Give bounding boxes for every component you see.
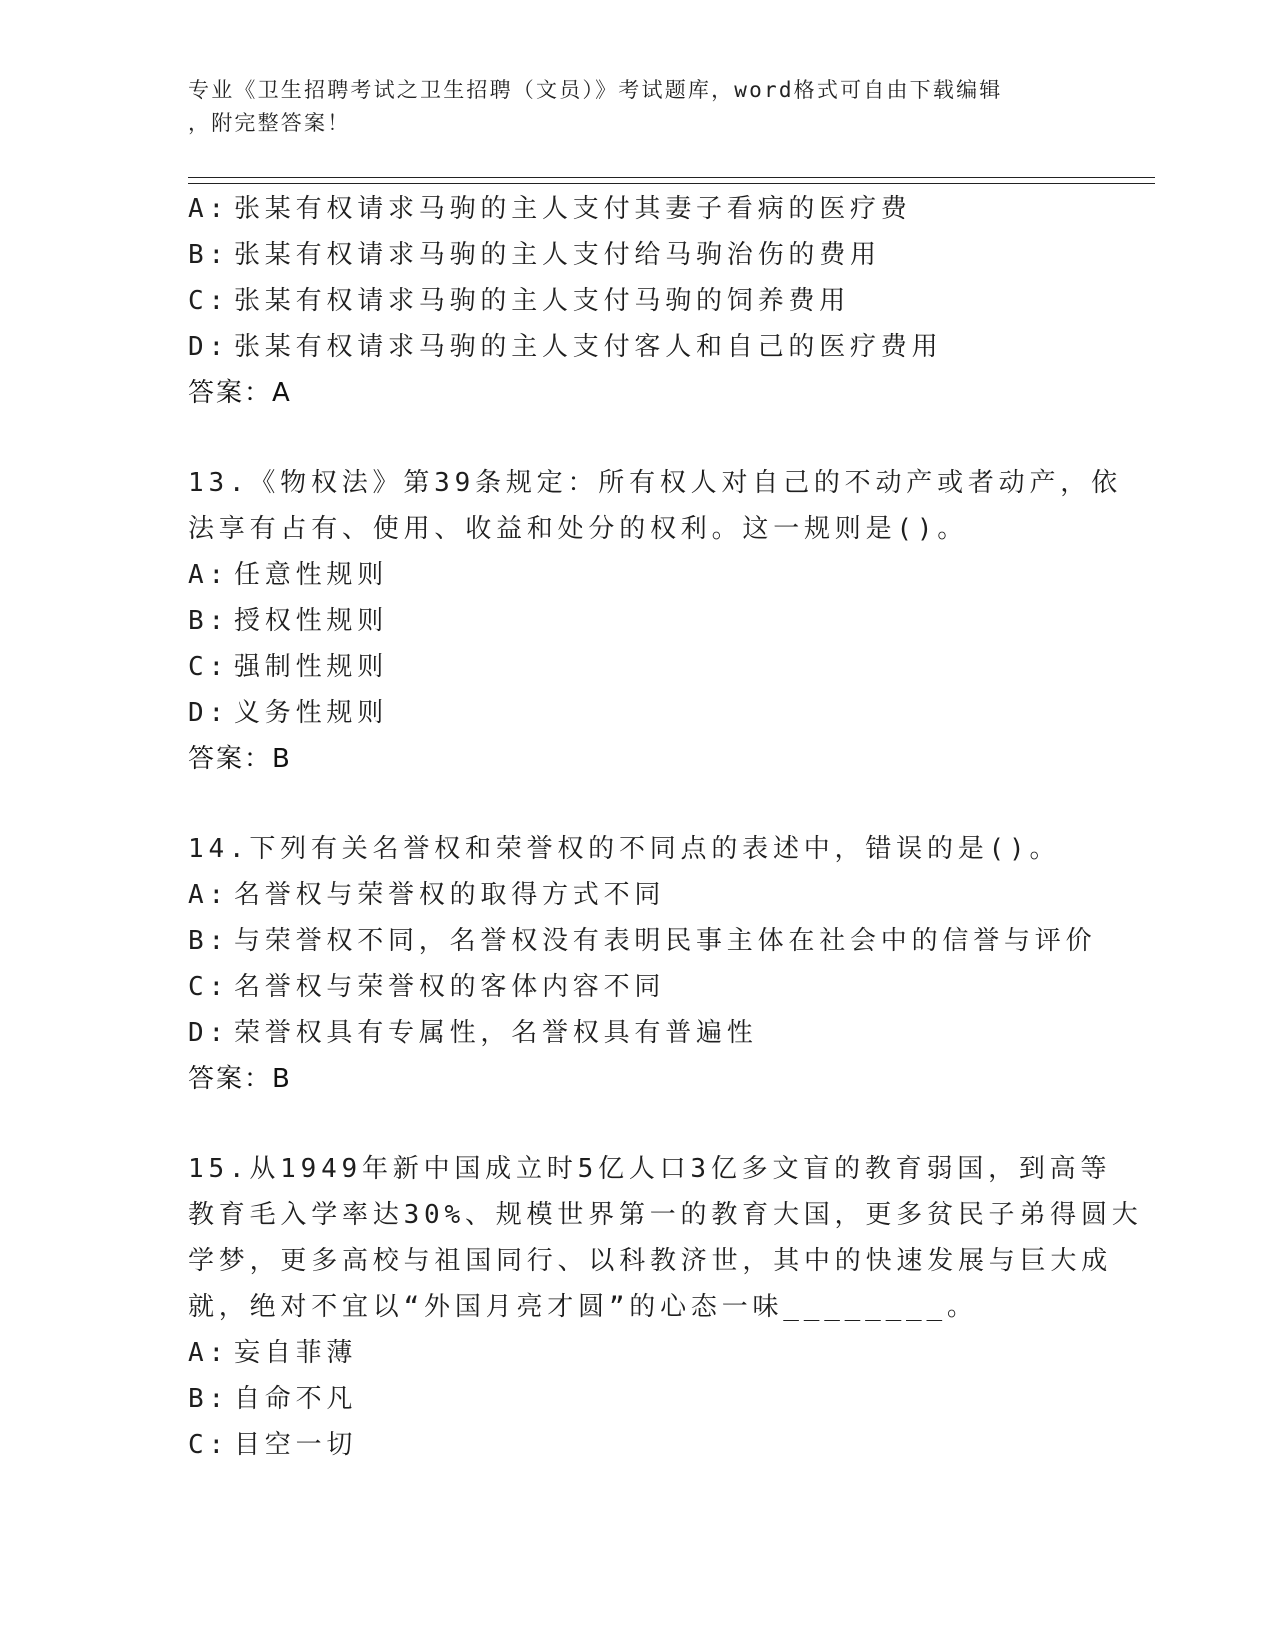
question-stem-line: 学梦，更多高校与祖国同行、以科教济世，其中的快速发展与巨大成 (188, 1246, 1113, 1276)
answer-line: 答案：A (188, 378, 292, 408)
question-12 (188, 186, 1108, 416)
answer-line: 答案：B (188, 744, 292, 774)
option-a: A: 名誉权与荣誉权的取得方式不同 (188, 880, 666, 910)
option-c: C: 张某有权请求马驹的主人支付马驹的饲养费用 (188, 286, 851, 316)
option-d: D: 张某有权请求马驹的主人支付客人和自己的医疗费用 (188, 332, 943, 362)
header-line-1: 专业《卫生招聘考试之卫生招聘（文员）》考试题库，word格式可自由下载编辑 (188, 78, 1003, 102)
question-13 (188, 460, 1122, 782)
question-stem-line: 法享有占有、使用、收益和处分的权利。这一规则是()。 (188, 514, 969, 544)
option-b: B: 自命不凡 (188, 1384, 358, 1414)
option-c: C: 名誉权与荣誉权的客体内容不同 (188, 972, 666, 1002)
option-c: C: 强制性规则 (188, 652, 389, 682)
question-list (188, 186, 1143, 1468)
document-header (188, 74, 1068, 140)
option-c: C: 目空一切 (188, 1430, 358, 1460)
option-b: B: 授权性规则 (188, 606, 389, 636)
question-stem-line: 14.下列有关名誉权和荣誉权的不同点的表述中，错误的是()。 (188, 834, 1061, 864)
option-d: D: 义务性规则 (188, 698, 389, 728)
option-a: A: 张某有权请求马驹的主人支付其妻子看病的医疗费 (188, 194, 912, 224)
header-line-2: ，附完整答案！ (188, 111, 351, 135)
question-15 (188, 1146, 1143, 1468)
option-b: B: 与荣誉权不同，名誉权没有表明民事主体在社会中的信誉与评价 (188, 926, 1097, 956)
option-d: D: 荣誉权具有专属性，名誉权具有普遍性 (188, 1018, 758, 1048)
question-stem-line: 15.从1949年新中国成立时5亿人口3亿多文盲的教育弱国，到高等 (188, 1154, 1112, 1184)
option-a: A: 妄自菲薄 (188, 1338, 358, 1368)
question-stem-line: 教育毛入学率达30%、规模世界第一的教育大国，更多贫民子弟得圆大 (188, 1200, 1143, 1230)
answer-line: 答案：B (188, 1064, 292, 1094)
question-stem-line: 就，绝对不宜以“外国月亮才圆”的心态一味________。 (188, 1292, 978, 1322)
question-stem-line: 13.《物权法》第39条规定：所有权人对自己的不动产或者动产，依 (188, 468, 1122, 498)
header-divider-top (188, 177, 1155, 178)
option-b: B: 张某有权请求马驹的主人支付给马驹治伤的费用 (188, 240, 881, 270)
header-divider-bottom (188, 183, 1155, 184)
option-a: A: 任意性规则 (188, 560, 389, 590)
question-14 (188, 826, 1108, 1102)
